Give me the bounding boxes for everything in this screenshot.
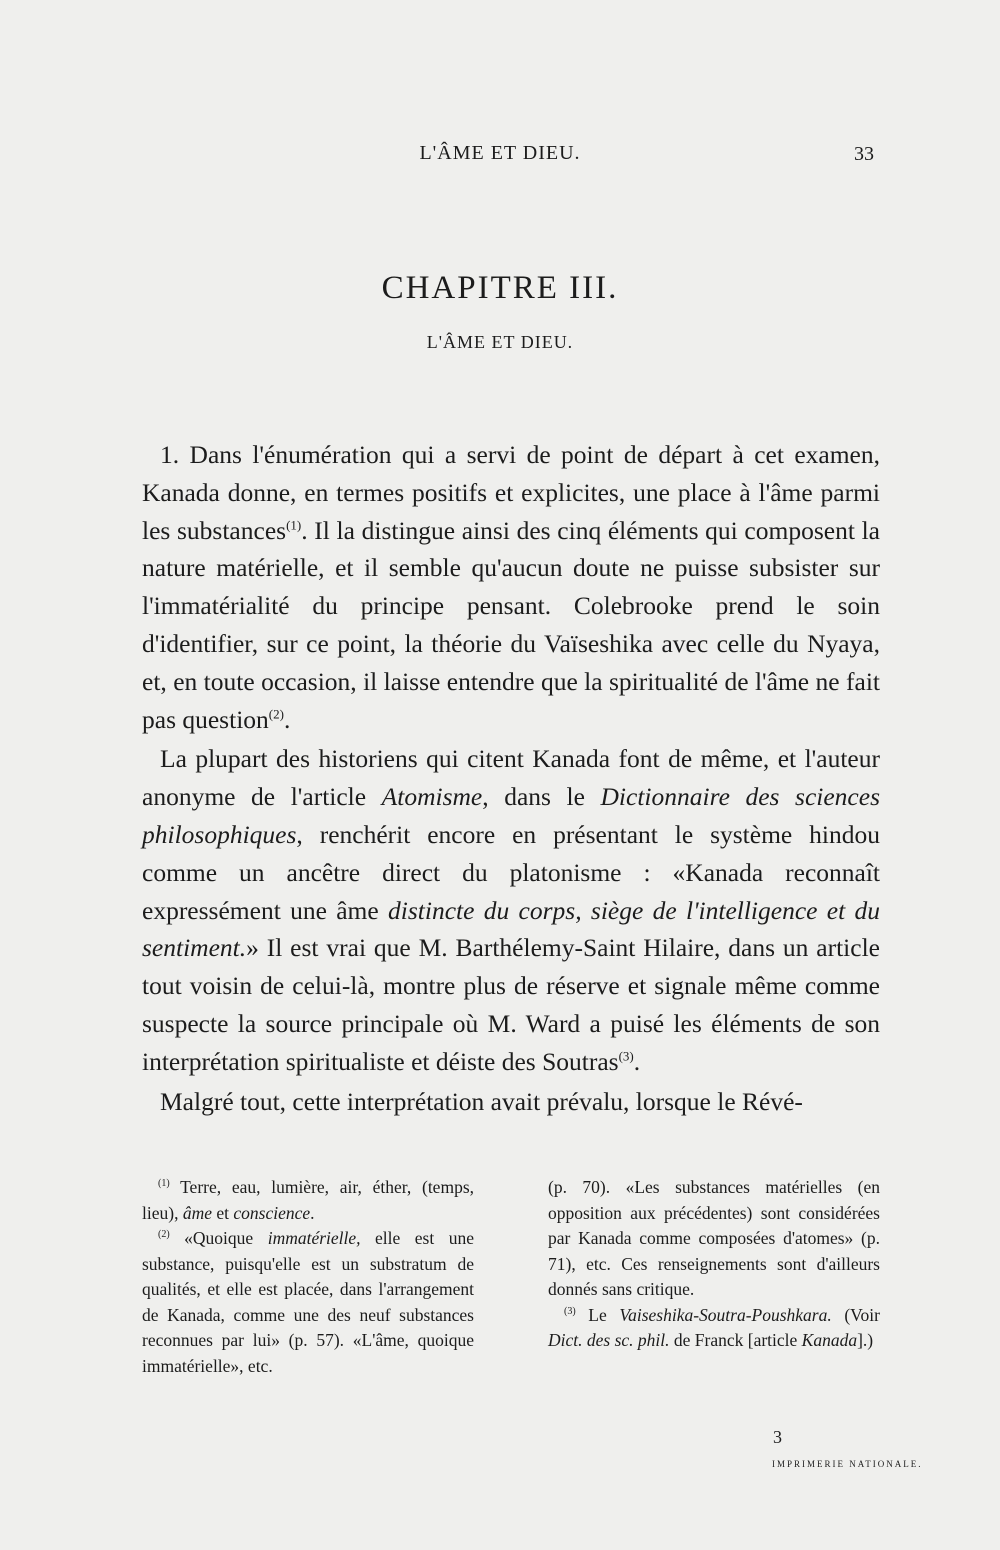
section-title: L'ÂME ET DIEU. — [426, 332, 574, 352]
paragraph-1: 1. Dans l'énumération qui a servi de point de départ à cet examen, Kanada donne, en termes positifs et explicites, une place à l'âme parmi les substances$^{(1)}$. Il la distingue ainsi des cinq éléments qui composent la nature matérielle, et il semble qu'aucun doute ne puisse subsister sur l'immatérialité du principe pensant. Colebrooke prend le soin d'identifier, sur ce point, la théorie du Vaïseshika avec celle du Nyaya, et, en toute occasion, il laisse entendre que la spiritualité de l'âme ne fait pas question$^{(2)}$. — [142, 440, 880, 734]
footnotes — [142, 1175, 880, 1379]
footnote-2-continued: (p. 70). «Les substances matérielles (en opposition aux précédentes) sont considérées par Kanada comme composées d'atomes» (p. 71), etc. Ces renseignements sont d'ailleurs donnés sans critique. — [548, 1177, 880, 1299]
footnote-ref-3: (3) — [618, 1048, 634, 1064]
footnote-ref-1: (1) — [286, 517, 302, 533]
footnote-3: $^{(3)}$ Le Vaiseshika-Soutra-Poushkara. (Voir Dict. des sc. phil. de Franck [article Kanada].) — [548, 1304, 880, 1350]
paragraph-3: Malgré tout, cette interprétation avait prévalu, lorsque le Révé- — [160, 1086, 803, 1116]
footnote-2: $^{(2)}$ «Quoique immatérielle, elle est une substance, puisqu'elle est un substratum de qualités, et elle est placée, dans l'arrangement de Kanada, comme une des neuf substances reconnues par lui» (p. 57). «L'âme, quoique immatérielle», etc. — [142, 1228, 474, 1376]
main-text — [142, 436, 880, 1120]
running-head: L'ÂME ET DIEU. — [419, 142, 581, 164]
signature-mark: 3 — [773, 1427, 782, 1447]
footnotes-right-column — [548, 1175, 880, 1379]
footnote-ref-2: (2) — [268, 706, 284, 722]
footnotes-left-column — [142, 1175, 474, 1379]
chapter-title: CHAPITRE III. — [381, 270, 619, 306]
printer-imprint: IMPRIMERIE NATIONALE. — [772, 1459, 923, 1469]
paragraph-2: La plupart des historiens qui citent Kanada font de même, et l'auteur anonyme de l'article Atomisme, dans le Dictionnaire des sciences philosophiques, renchérit encore en présentant le système hindou comme un ancêtre direct du platonisme : «Kanada reconnaît expressément une âme distincte du corps, siège de l'intelligence et du sentiment.» Il est vrai que M. Barthélemy-Saint Hilaire, dans un article tout voisin de celui-là, montre plus de réserve et signale même comme suspecte la source principale où M. Ward a puisé les éléments de son interprétation spiritualiste et déiste des Soutras$^{(3)}$. — [142, 744, 880, 1076]
footnote-1: $^{(1)}$ Terre, eau, lumière, air, éther, (temps, lieu), âme et conscience. — [142, 1177, 474, 1223]
page-number: 33 — [854, 143, 874, 165]
